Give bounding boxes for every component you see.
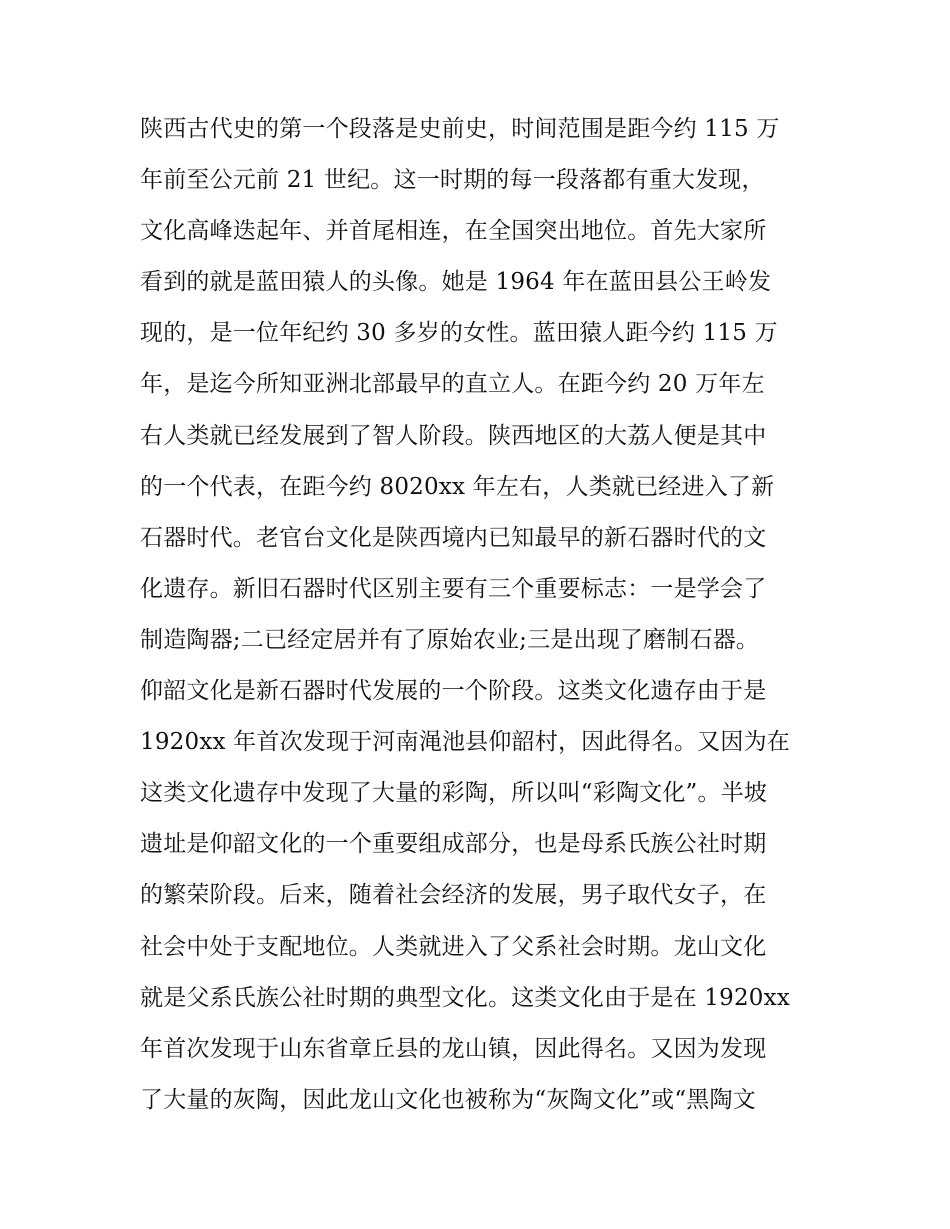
text-line-11: 制造陶器;二已经定居并有了原始农业;三是出现了磨制石器。 <box>140 626 760 653</box>
text-line-10: 化遗存。新旧石器时代区别主要有三个重要标志：一是学会了 <box>140 575 767 602</box>
text-line-15: 遗址是仰韶文化的一个重要组成部分，也是母系氏族公社时期 <box>140 831 767 858</box>
text-line-16: 的繁荣阶段。后来，随着社会经济的发展，男子取代女子，在 <box>140 882 767 909</box>
text-line-20: 了大量的灰陶，因此龙山文化也被称为“灰陶文化”或“黑陶文 <box>140 1086 756 1113</box>
text-line-1: 陕西古代史的第一个段落是史前史，时间范围是距今约 115 万 <box>140 116 780 142</box>
text-line-7: 右人类就已经发展到了智人阶段。陕西地区的大荔人便是其中 <box>140 422 767 449</box>
text-line-6: 年，是迄今所知亚洲北部最早的直立人。在距今约 20 万年左 <box>140 371 765 398</box>
text-line-13: 1920xx 年首次发现于河南渑池县仰韶村，因此得名。又因为在 <box>140 729 790 756</box>
text-line-8: 的一个代表，在距今约 8020xx 年左右，人类就已经进入了新 <box>140 473 775 500</box>
text-line-5: 现的，是一位年纪约 30 多岁的女性。蓝田猿人距今约 115 万 <box>140 320 778 347</box>
text-line-12: 仰韶文化是新石器时代发展的一个阶段。这类文化遗存由于是 <box>140 678 767 705</box>
text-line-4: 看到的就是蓝田猿人的头像。她是 1964 年在蓝田县公王岭发 <box>140 269 772 296</box>
text-line-17: 社会中处于支配地位。人类就进入了父系社会时期。龙山文化 <box>140 933 767 960</box>
text-line-3: 文化高峰迭起年、并首尾相连，在全国突出地位。首先大家所 <box>140 218 767 245</box>
text-line-2: 年前至公元前 21 世纪。这一时期的每一段落都有重大发现， <box>140 167 765 194</box>
text-line-18: 就是父系氏族公社时期的典型文化。这类文化由于是在 1920xx <box>140 984 790 1011</box>
text-line-14: 这类文化遗存中发现了大量的彩陶，所以叫“彩陶文化”。半坡 <box>140 780 768 807</box>
text-line-9: 石器时代。老官台文化是陕西境内已知最早的新石器时代的文 <box>140 524 767 551</box>
text-line-19: 年首次发现于山东省章丘县的龙山镇，因此得名。又因为发现 <box>140 1035 767 1062</box>
body-text <box>140 108 820 1130</box>
